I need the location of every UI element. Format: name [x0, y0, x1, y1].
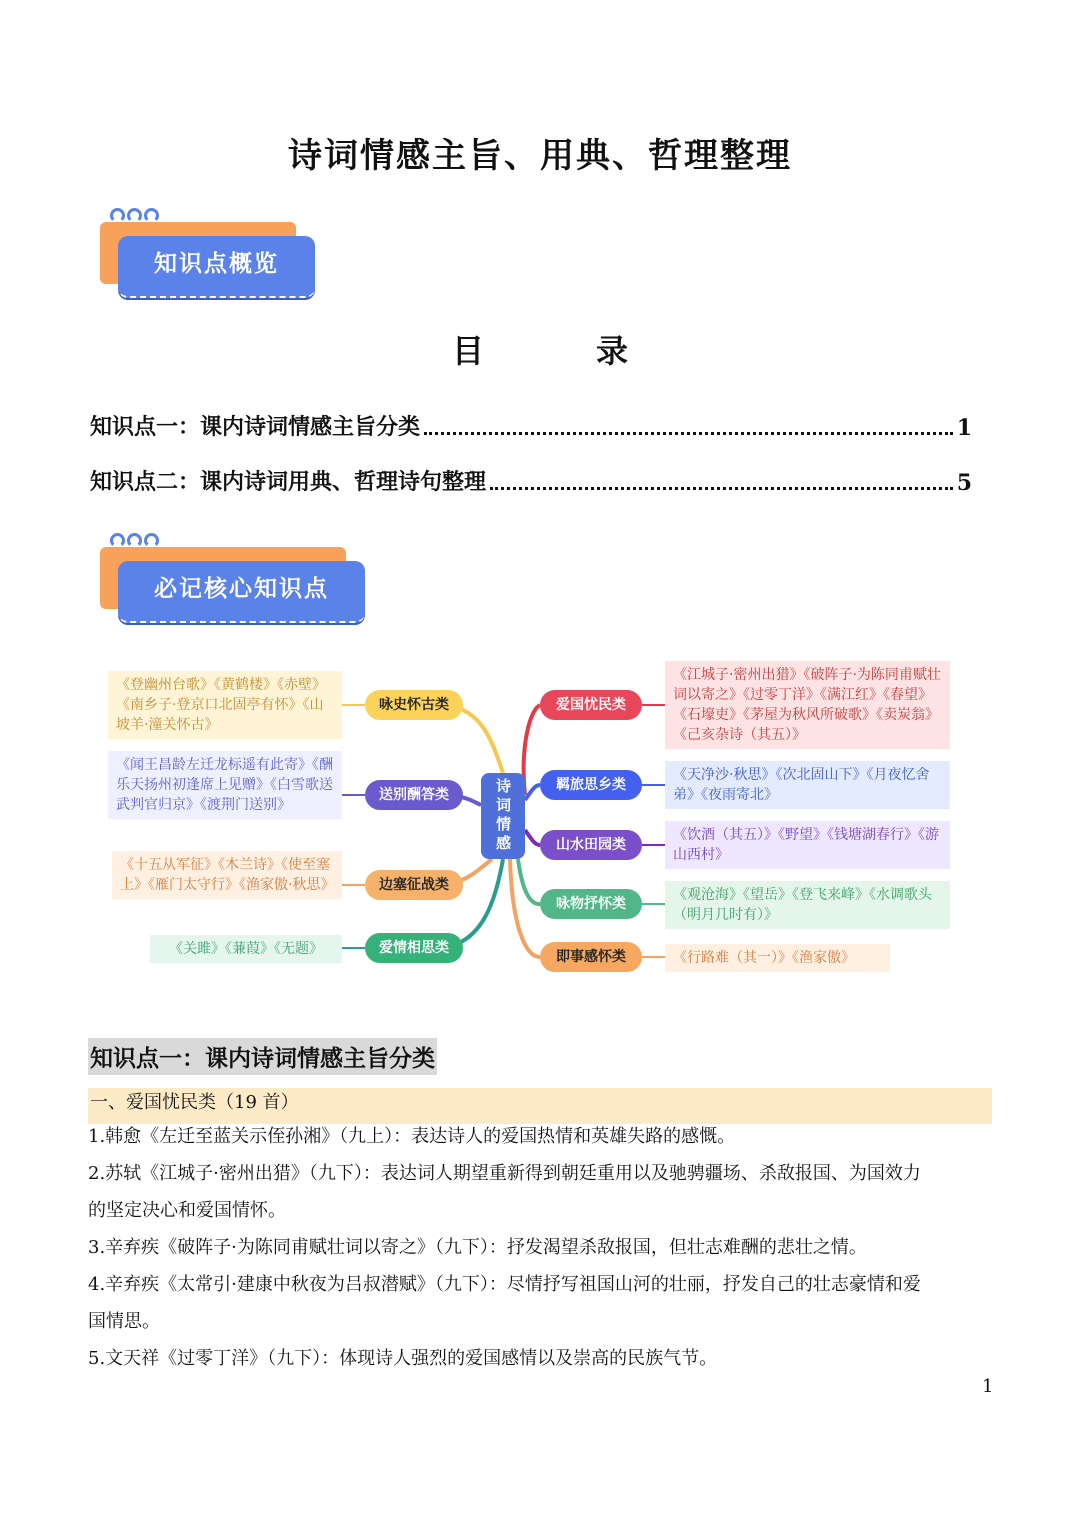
category-aiguo: 爱国忧民类 — [540, 690, 642, 720]
page-number: 1 — [982, 1376, 994, 1397]
category-biansai: 边塞征战类 — [365, 870, 463, 900]
section-banner-overview — [98, 208, 368, 308]
paragraph-line: 5.文天祥《过零丁洋》（九下）：体现诗人强烈的爱国感情以及崇高的民族气节。 — [88, 1348, 718, 1369]
poem-list-yongshi: 《登幽州台歌》《黄鹤楼》《赤壁》《南乡子·登京口北固亭有怀》《山坡羊·潼关怀古》 — [108, 671, 342, 739]
poem-list-yongwu: 《观沧海》《望岳》《登飞来峰》《水调歌头（明月几时有）》 — [665, 881, 950, 929]
toc-entry-text: 知识点一：课内诗词情感主旨分类 — [90, 414, 421, 440]
paragraph-line: 4.辛弃疾《太常引·建康中秋夜为吕叔潜赋》（九下）：尽情抒写祖国山河的壮丽，抒发自己的壮志豪情和爱 — [88, 1274, 921, 1295]
mind-map-center: 诗词情感 — [481, 773, 525, 859]
category-jishi: 即事感怀类 — [540, 942, 642, 972]
toc-leader-dots — [424, 432, 953, 435]
section-heading: 知识点一：课内诗词情感主旨分类 — [88, 1038, 437, 1075]
poem-list-aiguo: 《江城子·密州出猎》《破阵子·为陈同甫赋壮词以寄之》《过零丁洋》《满江红》《春望》《石壕吏》《茅屋为秋风所破歌》《卖炭翁》《己亥杂诗（其五）》 — [665, 661, 950, 749]
poem-list-aiqing: 《关雎》《蒹葭》《无题》 — [150, 935, 342, 963]
banner-label: 知识点概览 — [118, 236, 315, 298]
paragraph-line: 的坚定决心和爱国情怀。 — [88, 1200, 286, 1221]
toc-entry-text: 知识点二：课内诗词用典、哲理诗句整理 — [90, 469, 487, 495]
category-shanshui: 山水田园类 — [540, 830, 642, 860]
poem-list-jilv: 《天净沙·秋思》《次北固山下》《月夜忆舍弟》《夜雨寄北》 — [665, 761, 950, 809]
category-heading: 一、爱国忧民类（19 首） — [88, 1088, 992, 1124]
toc-entry[interactable] — [90, 465, 972, 496]
toc-leader-dots — [490, 487, 953, 490]
mind-map — [100, 655, 960, 985]
category-songbie: 送别酬答类 — [365, 780, 463, 810]
toc-entry[interactable] — [90, 410, 972, 441]
toc-title: 目 录 — [451, 332, 668, 370]
section-banner-core — [98, 533, 368, 633]
category-yongwu: 咏物抒怀类 — [540, 889, 642, 919]
poem-list-biansai: 《十五从军征》《木兰诗》《使至塞上》《雁门太守行》《渔家傲·秋思》 — [112, 851, 342, 899]
category-aiqing: 爱情相思类 — [365, 933, 463, 963]
paragraph-line: 3.辛弃疾《破阵子·为陈同甫赋壮词以寄之》（九下）：抒发渴望杀敌报国，但壮志难酬的悲壮之情。 — [88, 1237, 867, 1258]
paragraph-line: 2.苏轼《江城子·密州出猎》（九下）：表达词人期望重新得到朝廷重用以及驰骋疆场、杀敌报国、为国效力 — [88, 1163, 921, 1184]
paragraph-line: 1.韩愈《左迁至蓝关示侄孙湘》（九上）：表达诗人的爱国热情和英雄失路的感慨。 — [88, 1126, 736, 1147]
category-yongshi: 咏史怀古类 — [365, 690, 463, 720]
poem-list-shanshui: 《饮酒（其五）》《野望》《钱塘湖春行》《游山西村》 — [665, 821, 950, 869]
poem-list-jishi: 《行路难（其一）》《渔家傲》 — [665, 944, 890, 972]
banner-label: 必记核心知识点 — [118, 561, 365, 623]
toc-entry-page: 1 — [956, 415, 972, 441]
page-title: 诗词情感主旨、用典、哲理整理 — [288, 136, 792, 176]
toc-entry-page: 5 — [956, 470, 972, 496]
poem-list-songbie: 《闻王昌龄左迁龙标遥有此寄》《酬乐天扬州初逢席上见赠》《白雪歌送武判官归京》《渡荆门送别》 — [108, 751, 342, 819]
category-jilv: 羁旅思乡类 — [540, 770, 642, 800]
paragraph-line: 国情思。 — [88, 1311, 160, 1332]
